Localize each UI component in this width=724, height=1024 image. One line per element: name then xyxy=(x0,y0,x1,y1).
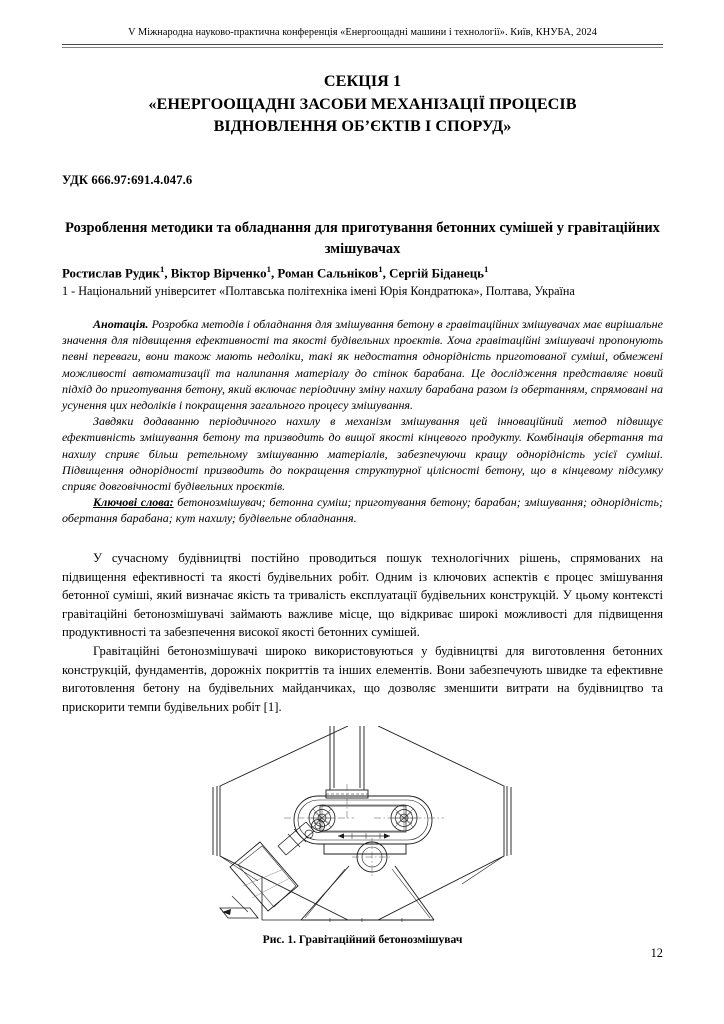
article-title: Розроблення методики та обладнання для приготування бетонних сумішей у гравітаційних змішувачах xyxy=(65,219,660,257)
author-name-1: Ростислав Рудик xyxy=(62,266,160,281)
header-rule-bottom xyxy=(62,47,663,48)
author-name-2: Віктор Вірченко xyxy=(170,266,267,281)
affiliation-line: 1 - Національний університет «Полтавська політехніка імені Юрія Кондратюка», Полтава, Україна xyxy=(62,284,575,298)
author-affiliation-mark-1: 1 xyxy=(159,264,165,274)
abstract-text-1: Розробка методів і обладнання для змішування бетону в гравітаційних змішувачах має вирішальне значення для підвищення ефективності та якості будівельних проєктів. Хоча гравітаційні змішувачі пропонують певні переваги, вони також мають недоліки, такі як недостатня однорідність приготованої суміші, обмежені можливості автоматизації та налипання матеріалу до стінок барабана. Це дослідження представляє новий підхід до приготування бетону, який включає періодичну зміну нахилу барабана разом із обертанням, спрямовані на усунення цих недоліків і покращення загального процесу змішування. xyxy=(62,317,663,413)
body-paragraph-1: У сучасному будівництві постійно проводиться пошук технологічних рішень, спрямованих на підвищення ефективності та якості будівельних робіт. Одним із ключових аспектів є процес змішування бетонної суміші, який визначає якість та тривалість експлуатації будівельних конструкцій. У цьому контексті гравітаційні бетонозмішувачі займають важливе місце, що відкриває широкі можливості для підвищення продуктивності та забезпечення високої якості бетонних сумішей. xyxy=(62,551,663,640)
author-name-4: Сергій Біданець xyxy=(389,266,484,281)
figure-1 xyxy=(62,726,663,947)
abstract-label: Анотація. xyxy=(93,317,149,331)
body-paragraph-2: Гравітаційні бетонозмішувачі широко використовуються у будівництві для виготовлення бетонних конструкцій, фундаментів, дорожніх покриттів та інших елементів. Вони забезпечують швидке та ефективне виготовлення бетону на будівельних майданчиках, що дозволяє зменшити витрати на будівництво та прискорити темпи будівельних робіт [1]. xyxy=(62,643,663,714)
body-text-block xyxy=(62,549,663,716)
keywords-label: Ключові слова: xyxy=(93,495,174,510)
author-affiliation-mark-2: 1 xyxy=(266,264,271,274)
keywords-paragraph xyxy=(62,494,663,526)
author-list: Ростислав Рудик$^1$, Віктор Вірченко$^1$, Роман Сальніков$^1$, Сергій Біданець$^1$ xyxy=(62,264,489,281)
author-affiliation-mark-3: 1 xyxy=(378,264,383,274)
section-heading xyxy=(62,70,663,138)
abstract-paragraph-2 xyxy=(62,413,663,494)
abstract-block xyxy=(62,316,663,527)
section-name-line-2: ВІДНОВЛЕННЯ ОБ’ЄКТІВ І СПОРУД» xyxy=(213,117,512,135)
concrete-mixer-drawing xyxy=(62,726,663,931)
abstract-text-2: Завдяки додаванню періодичного нахилу в механізм змішування цей інноваційний метод підвищує ефективність змішування бетону та призводить до вищої якості кінцевого продукту. Комбінація обертання та нахилу сприяє більш ретельному змішуванню матеріалів, забезпечуючи кращу однорідність усієї суміші. Підвищення однорідності призводить до покращення структурної цілісності бетону, що в кінцевому підсумку сприяє довговічності будівельних проєктів. xyxy=(62,414,663,494)
keywords-text: бетонозмішувач; бетонна суміш; приготування бетону; барабан; змішування; однорідність; обертання барабана; кут нахилу; будівельне обладнання. xyxy=(62,495,663,526)
author-name-3: Роман Сальніков xyxy=(277,266,379,281)
page-number: 12 xyxy=(650,946,663,960)
running-header: V Міжнародна науково-практична конференція «Енергоощадні машини і технології». Київ, КНУБА, 2024 xyxy=(128,27,597,38)
figure-caption: Рис. 1. Гравітаційний бетонозмішувач xyxy=(262,933,463,946)
section-number: СЕКЦІЯ 1 xyxy=(323,72,402,90)
abstract-paragraph-1 xyxy=(62,316,663,413)
header-rule-top xyxy=(62,44,663,45)
udc-code: УДК 666.97:691.4.047.6 xyxy=(62,173,193,187)
author-affiliation-mark-4: 1 xyxy=(483,264,489,274)
section-name-line-1: «ЕНЕРГООЩАДНІ ЗАСОБИ МЕХАНІЗАЦІЇ ПРОЦЕСІВ xyxy=(148,94,577,113)
